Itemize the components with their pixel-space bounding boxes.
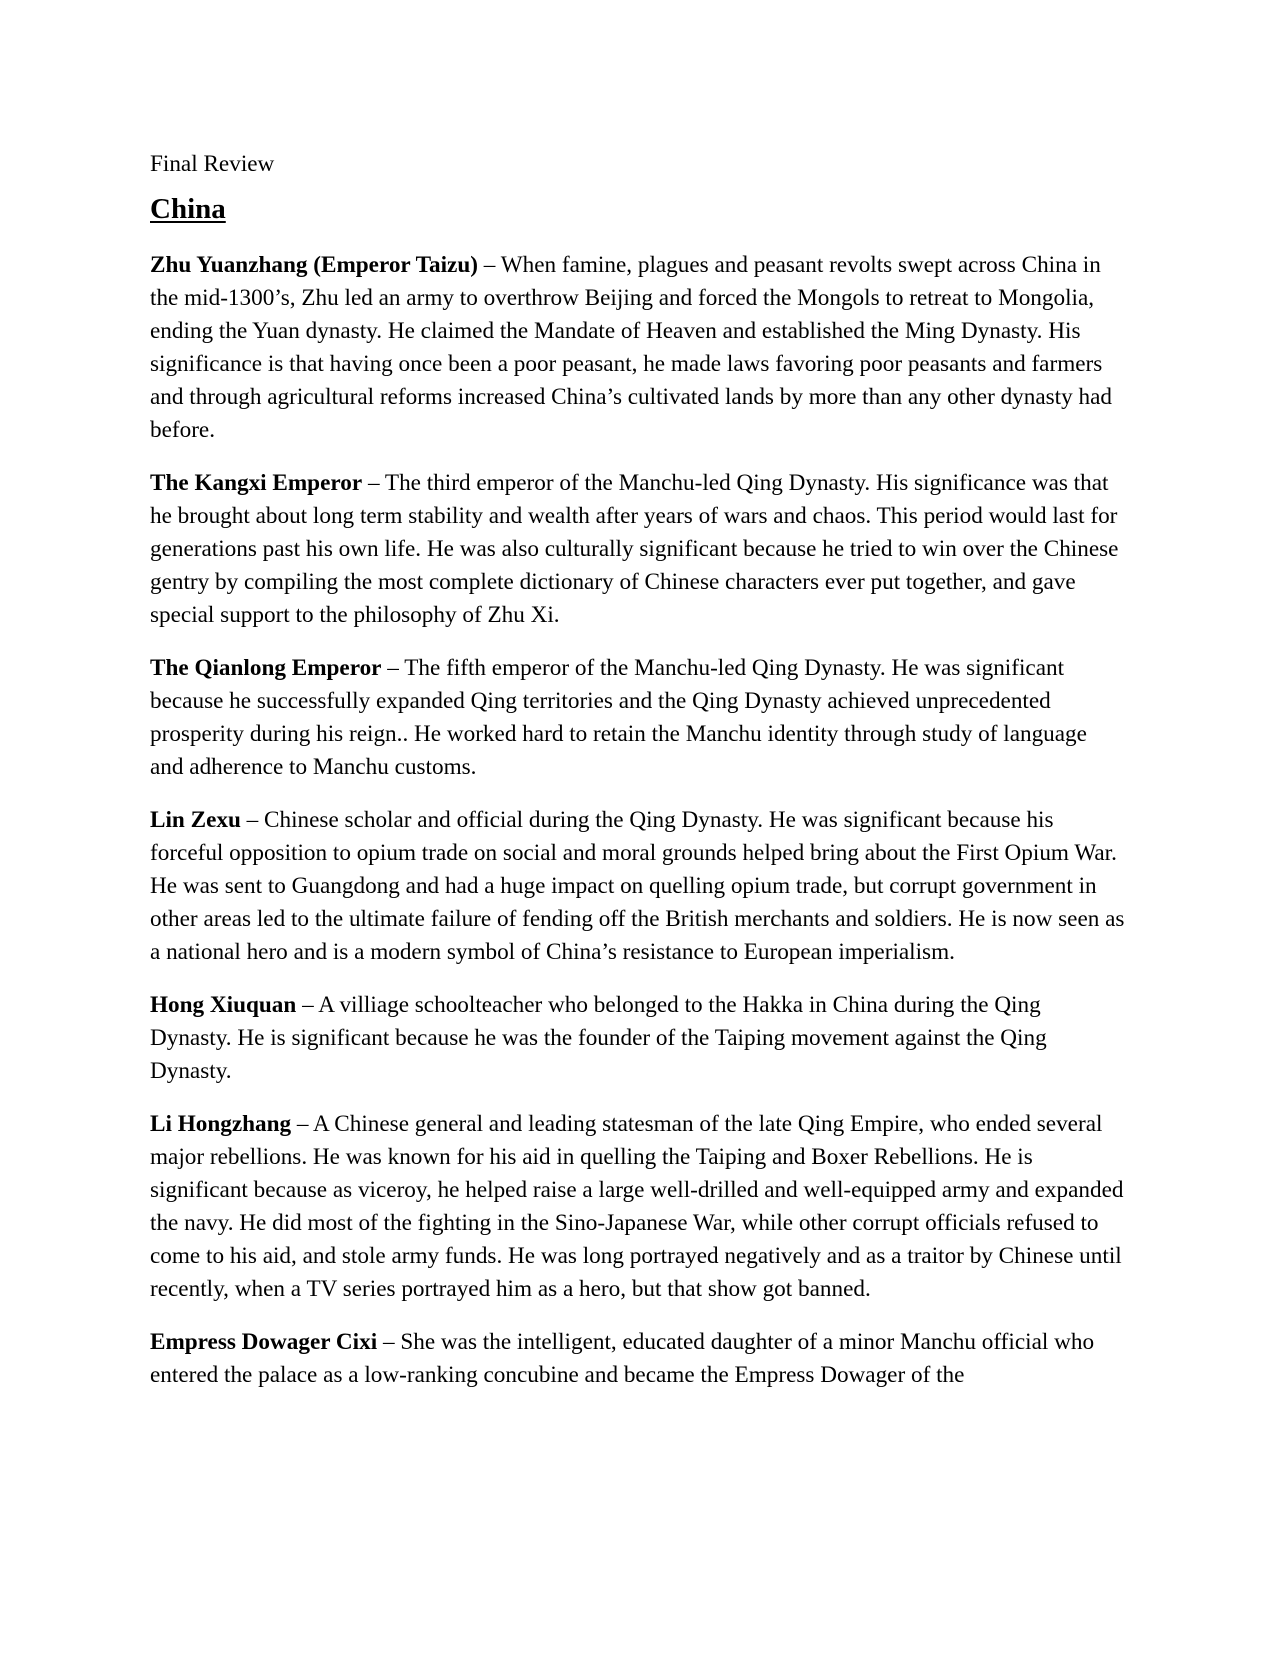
entry-name: Li Hongzhang [150, 1111, 292, 1137]
entry-text: – She was the intelligent, educated daughter of a minor Manchu official who entered the palace as a low-ranking concubine and became the Empress Dowager of the [150, 1329, 1095, 1388]
entry-empress-dowager-cixi [150, 1326, 1125, 1392]
entry-text: – The third emperor of the Manchu-led Qing Dynasty. His significance was that he brought about long term stability and wealth after years of wars and chaos. This period would last for generations past his own life. He was also culturally significant because he tried to win over the Chinese gentry by compiling the most complete dictionary of Chinese characters ever put together, and gave special support to the philosophy of Zhu Xi. [150, 470, 1119, 628]
document-body [150, 148, 1125, 1412]
entry-li-hongzhang [150, 1108, 1125, 1306]
entry-lin-zexu [150, 804, 1125, 969]
section-heading: China [150, 193, 226, 225]
entry-zhu-yuanzhang [150, 249, 1125, 447]
entry-text: – Chinese scholar and official during the Qing Dynasty. He was significant because his forceful opposition to opium trade on social and moral grounds helped bring about the First Opium War. He was sent to Guangdong and had a huge impact on quelling opium trade, but corrupt government in other areas led to the ultimate failure of fending off the British merchants and soldiers. He is now seen as a national hero and is a modern symbol of China’s resistance to European imperialism. [150, 807, 1125, 965]
entry-text: – A Chinese general and leading statesman of the late Qing Empire, who ended several major rebellions. He was known for his aid in quelling the Taiping and Boxer Rebellions. He is significant because as viceroy, he helped raise a large well-drilled and well-equipped army and expanded the navy. He did most of the fighting in the Sino-Japanese War, while other corrupt officials refused to come to his aid, and stole army funds. He was long portrayed negatively and as a traitor by Chinese until recently, when a TV series portrayed him as a hero, but that show got banned. [150, 1111, 1124, 1302]
entry-kangxi-emperor [150, 467, 1125, 632]
entry-name: Hong Xiuquan [150, 992, 297, 1018]
entry-name: The Kangxi Emperor [150, 470, 363, 496]
entry-name: Empress Dowager Cixi [150, 1329, 378, 1355]
document-title: Final Review [150, 151, 275, 177]
entry-hong-xiuquan [150, 989, 1125, 1088]
entry-text: – A villiage schoolteacher who belonged to the Hakka in China during the Qing Dynasty. He is significant because he was the founder of the Taiping movement against the Qing Dynasty. [150, 992, 1047, 1084]
entry-name: Lin Zexu [150, 807, 241, 833]
entry-name: Zhu Yuanzhang (Emperor Taizu) [150, 252, 478, 278]
entry-text: – The fifth emperor of the Manchu-led Qing Dynasty. He was significant because he successfully expanded Qing territories and the Qing Dynasty achieved unprecedented prosperity during his reign.. He worked hard to retain the Manchu identity through study of language and adherence to Manchu customs. [150, 655, 1087, 780]
entry-qianlong-emperor [150, 652, 1125, 784]
entry-name: The Qianlong Emperor [150, 655, 382, 681]
entry-text: – When famine, plagues and peasant revolts swept across China in the mid-1300’s, Zhu led an army to overthrow Beijing and forced the Mongols to retreat to Mongolia, ending the Yuan dynasty. He claimed the Mandate of Heaven and established the Ming Dynasty. His significance is that having once been a poor peasant, he made laws favoring poor peasants and farmers and through agricultural reforms increased China’s cultivated lands by more than any other dynasty had before. [150, 252, 1112, 443]
